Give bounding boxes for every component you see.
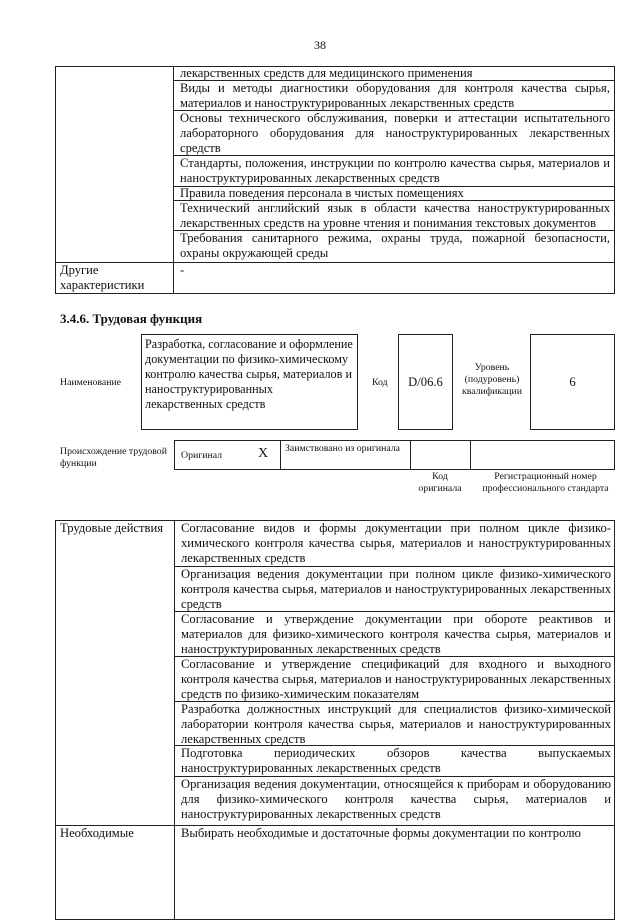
knowledge-row: Технический английский язык в области качества наноструктурированных лекарственных средств на уровне чтения и понимания текстовых документов — [180, 201, 610, 230]
original-label: Оригинал — [181, 450, 223, 461]
labor-action-row: Согласование видов и формы документации при полном цикле физико-химического контроля качества сырья, материалов и наноструктурированных лекарственных средств — [181, 521, 611, 565]
labor-action-row: Разработка должностных инструкций для специалистов физико-химической лаборатории контроля качества сырья, материалов и наноструктурированных лекарственных средств — [181, 702, 611, 746]
code-value: D/06.6 — [408, 375, 443, 389]
section-heading: 3.4.6. Трудовая функция — [60, 311, 203, 326]
labor-action-row: Согласование и утверждение документации при обороте реактивов и материалов для физико-химического контроля качества сырья, материалов и наноструктурированных лекарственных средств — [181, 612, 611, 656]
origin-label: Происхождение трудовой функции — [60, 446, 167, 469]
original-mark: X — [258, 446, 269, 461]
original-code-caption: Код оригинала — [418, 471, 462, 494]
labor-action-row: Организация ведения документации при полном цикле физико-химического контроля качества сырья, материалов и наноструктурированных лекарственных средств — [181, 567, 611, 611]
labor-actions-label: Трудовые действия — [60, 521, 164, 535]
required-skills-row: Выбирать необходимые и достаточные формы документации по контролю — [181, 826, 581, 840]
knowledge-row: Требования санитарного режима, охраны труда, пожарной безопасности, охраны окружающей среды — [180, 231, 610, 260]
knowledge-row: лекарственных средств для медицинского применения — [180, 66, 473, 80]
knowledge-row: Основы технического обслуживания, поверки и аттестации испытательного лабораторного оборудования для наноструктурированных лекарственных средств — [180, 111, 610, 155]
name-value: Разработка, согласование и оформление документации по физико-химическому контролю качества сырья, материалов и наноструктурированных лекарственных средств — [145, 337, 353, 411]
labor-action-row: Подготовка периодических обзоров качества выпускаемых наноструктурированных лекарственных средств — [181, 746, 611, 775]
borrowed-label: Заимствовано из оригинала — [285, 443, 400, 454]
knowledge-row: Стандарты, положения, инструкции по контролю качества сырья, материалов и наноструктурированных лекарственных средств — [180, 156, 610, 185]
knowledge-row: Виды и методы диагностики оборудования для контроля качества сырья, материалов и наноструктурированных лекарственных средств — [180, 81, 610, 110]
page-number: 38 — [314, 38, 326, 52]
labor-action-row: Организация ведения документации, относящейся к приборам и оборудованию для физико-химического контроля качества сырья, материалов и наноструктурированных лекарственных средств — [181, 777, 611, 821]
knowledge-row: Правила поведения персонала в чистых помещениях — [180, 186, 464, 200]
registration-number-caption: Регистрационный номер профессионального стандарта — [482, 471, 609, 494]
level-value: 6 — [569, 375, 576, 389]
required-skills-label: Необходимые — [60, 826, 134, 840]
level-label: Уровень (подуровень) квалификации — [461, 362, 523, 397]
other-characteristics-label: Другие характеристики — [60, 263, 145, 292]
name-label: Наименование — [60, 377, 122, 388]
labor-action-row: Согласование и утверждение спецификаций для входного и выходного контроля качества сырья, материалов и наноструктурированных лекарственных средств по физико-химическим показателям — [181, 657, 611, 701]
other-characteristics-value: - — [180, 263, 185, 277]
code-label: Код — [372, 377, 388, 388]
